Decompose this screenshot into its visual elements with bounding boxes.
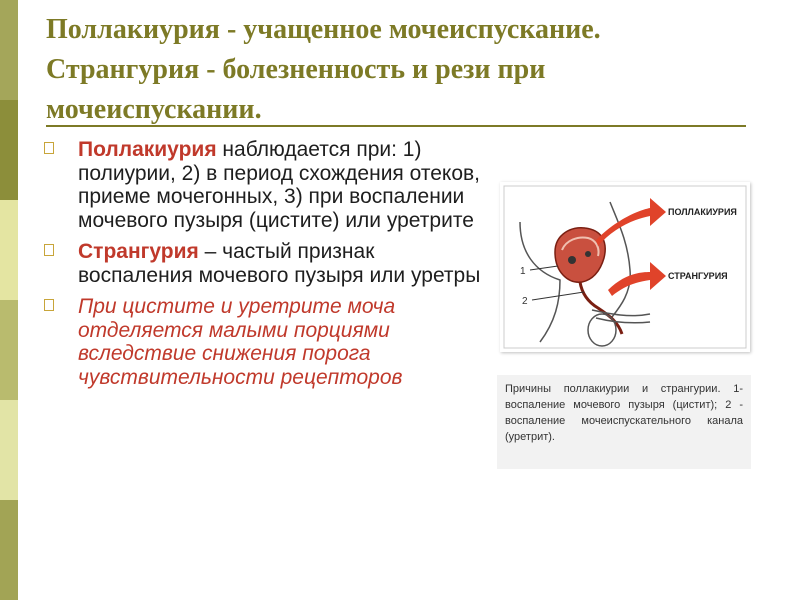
bullet-cystitis [40,295,490,389]
anatomy-diagram [500,182,750,352]
side-strip-segment [0,100,18,200]
bullet-stranguria [40,240,490,287]
bullet-marker-icon [44,299,54,311]
title-line: Странгурия - болезненность и рези при [46,54,546,85]
title-underline [46,125,746,127]
bullet-text: При цистите и уретрите моча отделяется малыми порциями вследствие снижения порога чувствительности рецепторов [78,295,403,389]
figure-caption: Причины поллакиурии и странгурии. 1- воспаление мочевого пузыря (цистит); 2 - воспаление мочеиспускательного канала (уретрит). [497,375,751,469]
side-strip-segment [0,500,18,600]
anatomy-illustration [500,182,750,352]
side-strip-segment [0,300,18,400]
marker-1-label: 1 [520,266,526,277]
bullet-text: наблюдается при: 1) полиурии, 2) в период схождения отеков, приеме мочегонных, 3) при воспалении мочевого пузыря (цистите) или уретрите [78,138,481,232]
slide-title [46,10,786,130]
bullet-marker-icon [44,244,54,256]
bullet-term: Странгурия [78,240,199,263]
bladder-detail [568,256,576,264]
title-line: Поллакиурия - учащенное мочеиспускание. [46,14,601,45]
side-strip-segment [0,200,18,300]
bullet-text: – частый признак воспаления мочевого пузыря или уретры [78,240,481,287]
marker-2-label: 2 [522,296,528,307]
title-line: мочеиспускании. [46,94,262,125]
bullet-list [40,138,490,397]
side-strip-segment [0,400,18,500]
bullet-pollakiuria [40,138,490,232]
stranguria-label: СТРАНГУРИЯ [668,271,728,281]
bullet-marker-icon [44,142,54,154]
side-strip-segment [0,0,18,100]
bladder-detail [585,251,591,257]
pollakiuria-label: ПОЛЛАКИУРИЯ [668,207,737,217]
bullet-term: Поллакиурия [78,138,217,161]
